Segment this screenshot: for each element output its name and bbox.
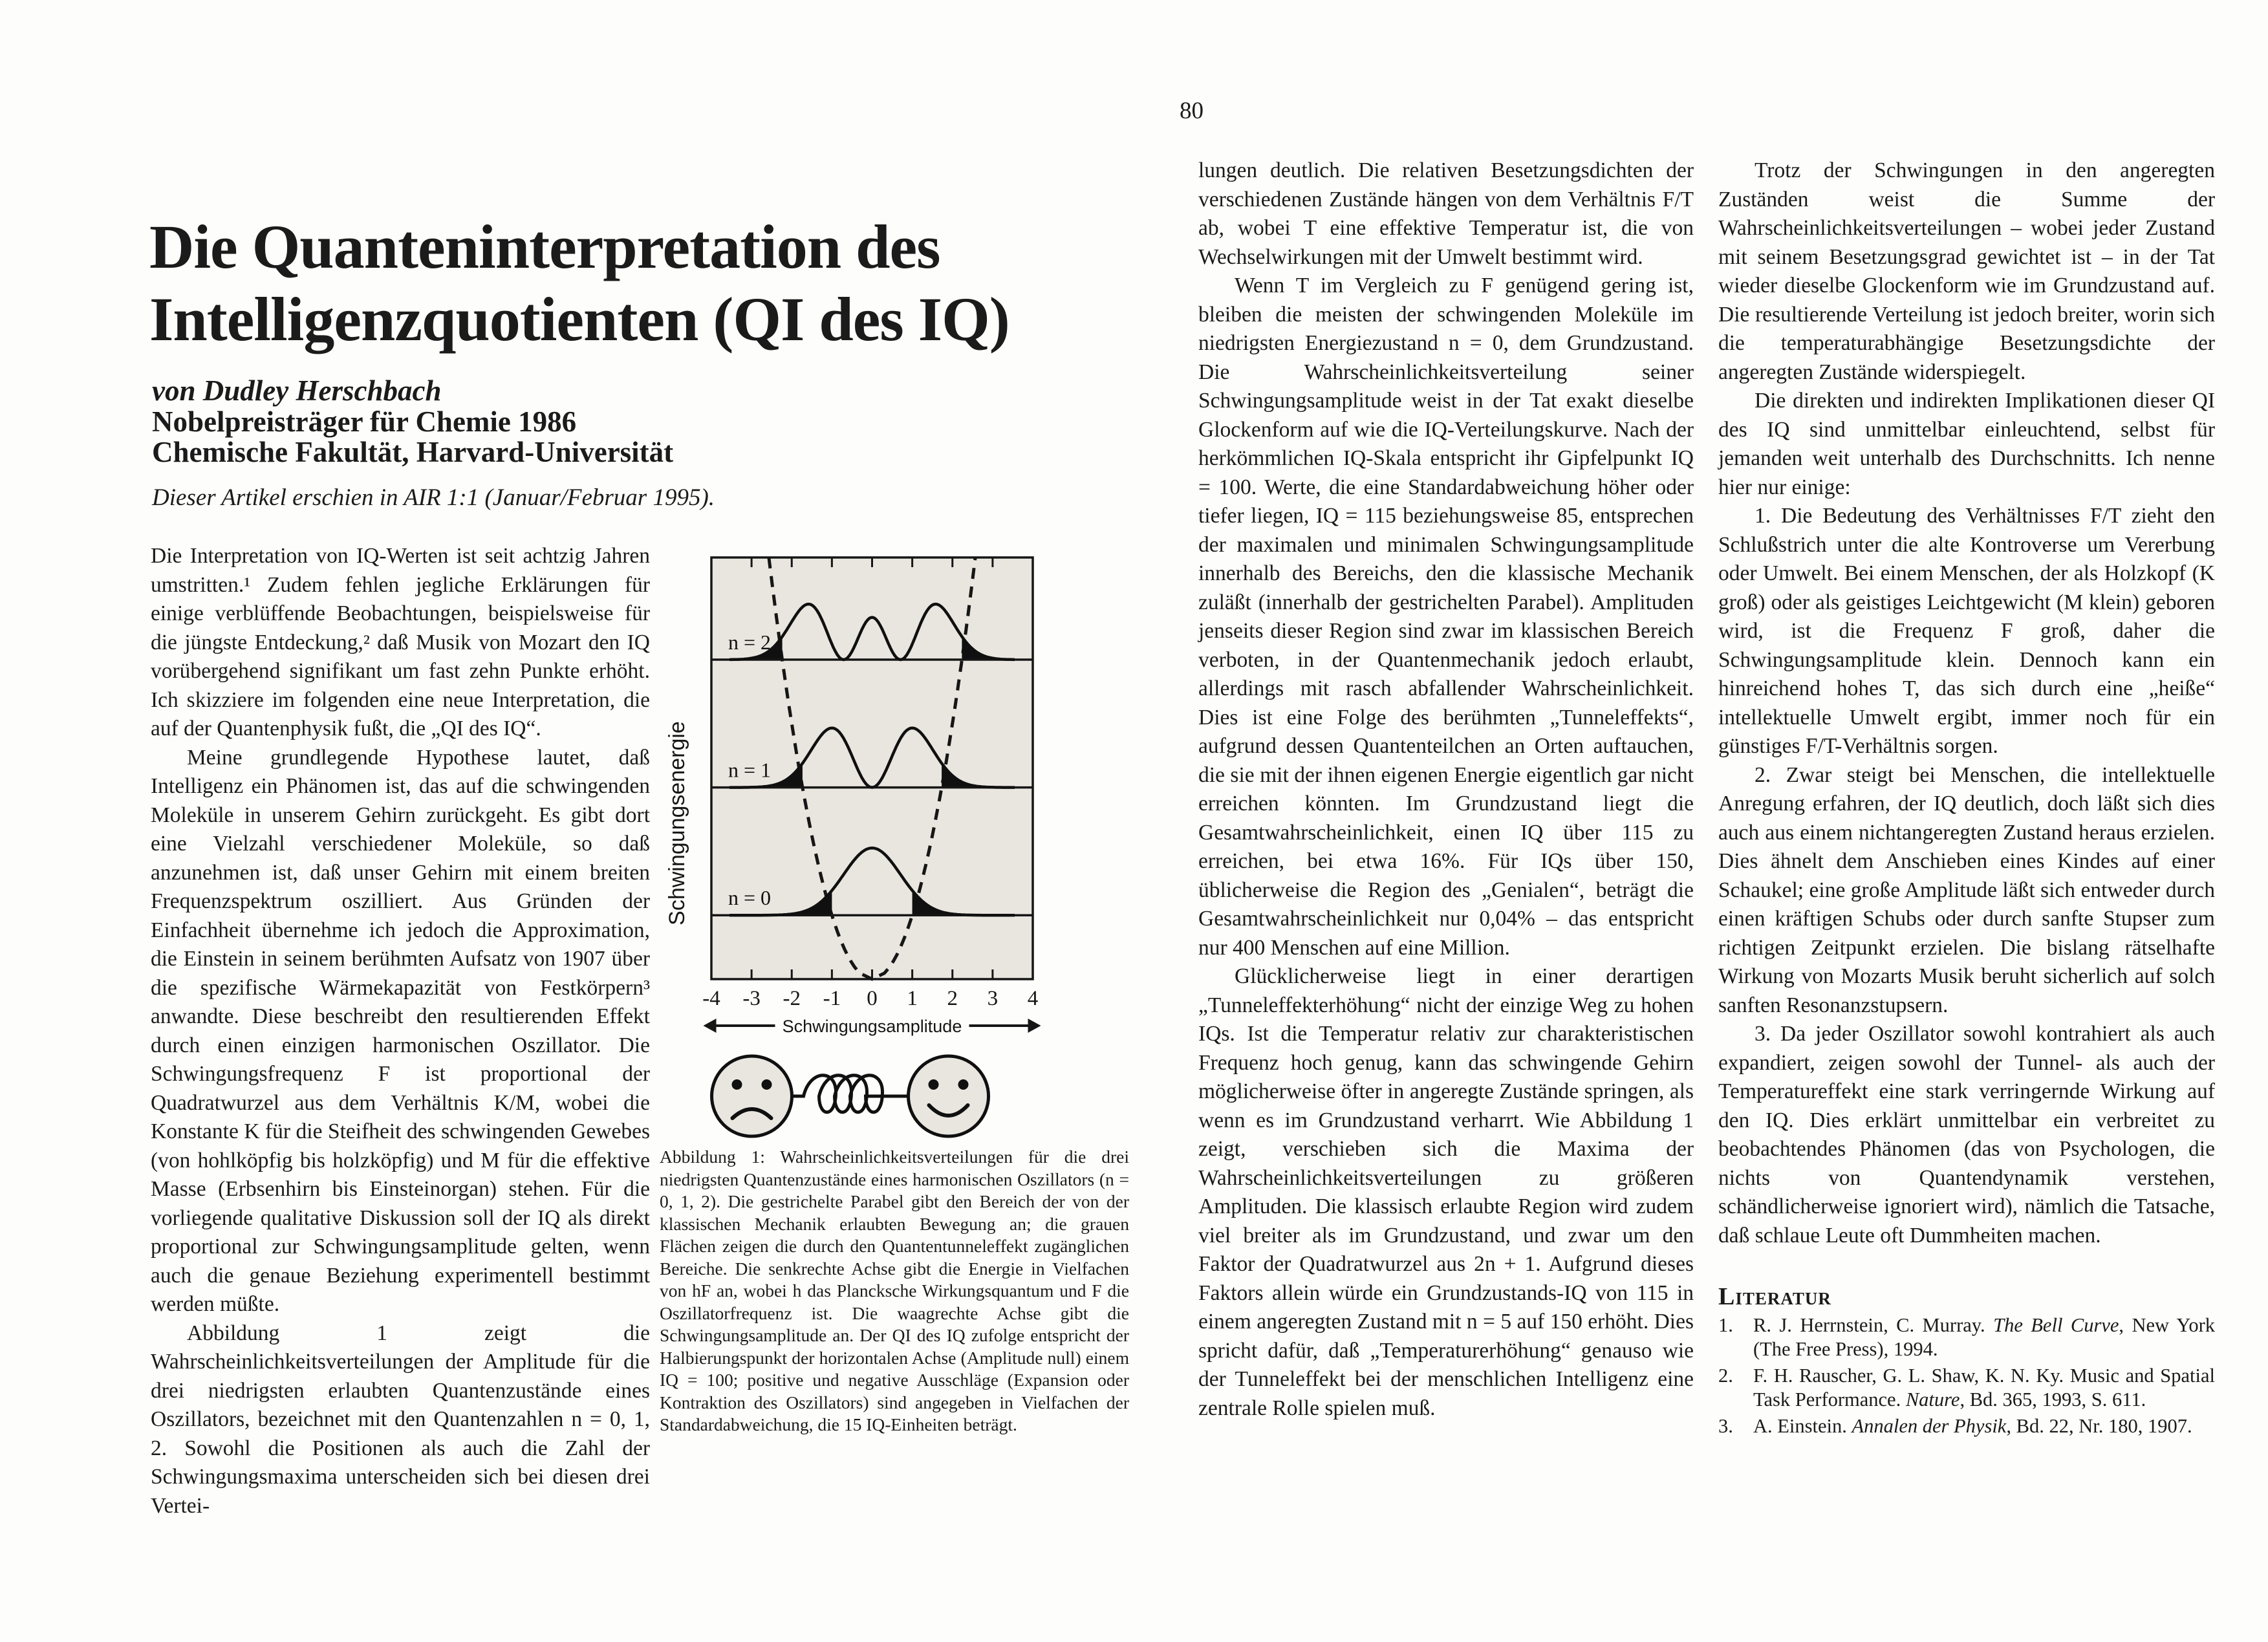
- paragraph: Abbildung 1 zeigt die Wahrscheinlichkeitsverteilungen der Amplitude für die drei niedrigsten erlaubten Quantenzustände eines Oszillators, bezeichnet mit den Quantenzahlen n = 0, 1, 2. Sowohl die Positionen als auch die Zahl der Schwingungsmaxima unterscheiden sich bei diesen drei Vertei-: [151, 1321, 650, 1518]
- x-tick-label: 4: [1027, 987, 1039, 1010]
- face-eye: [732, 1079, 742, 1090]
- x-tick-label: -2: [783, 987, 801, 1010]
- reference-text: [1753, 1414, 2215, 1439]
- amplitude-arrowhead: [704, 1019, 717, 1033]
- amplitude-arrowhead: [1028, 1019, 1041, 1033]
- reference-text-post: , Bd. 365, 1993, S. 611.: [1960, 1388, 2146, 1410]
- reference-text-italic: Annalen der Physik: [1852, 1414, 2007, 1437]
- affiliation-line2: Chemische Fakultät, Harvard-Universität: [152, 436, 674, 468]
- byline: von Dudley Herschbach: [152, 374, 442, 407]
- reference-number: 1.: [1718, 1313, 1733, 1336]
- state-label-n0: n = 0: [728, 886, 772, 910]
- state-label-n2: n = 2: [728, 631, 772, 654]
- happy-face-icon: [909, 1056, 989, 1136]
- x-tick-label: 0: [867, 987, 878, 1010]
- reference-text-pre: A. Einstein.: [1753, 1414, 1852, 1437]
- right-column: [1718, 157, 2215, 1438]
- reference-item: [1718, 1364, 2215, 1412]
- left-column: [151, 542, 650, 1520]
- paragraph: Die direkten und indirekten Implikationen dieser QI des IQ sind unmittelbar einleuchtend, selbst für jemanden weit unterhalb des Durchschnitts. Ich nenne hier nur einige:: [1718, 389, 2215, 499]
- reference-item: [1718, 1414, 2215, 1439]
- paragraph: Die Interpretation von IQ-Werten ist seit achtzig Jahren umstritten.¹ Zudem fehlen jegliche Erklärungen für einige verblüffende Beobachtungen, beispielsweise für die jüngste Entdeckung,² daß Musik von Mozart den IQ vorübergehend signifikant um fast zehn Punkte erhöht. Ich skizziere im folgenden eine neue Interpretation, die auf der Quantenphysik fußt, die „QI des IQ“.: [151, 544, 650, 740]
- middle-column: [1198, 157, 1694, 1423]
- reference-text-post: , Bd. 22, Nr. 180, 1907.: [2006, 1414, 2192, 1437]
- oscillator-figure: [661, 551, 1120, 1152]
- reference-item: [1718, 1313, 2215, 1362]
- source-note: Dieser Artikel erschien in AIR 1:1 (Januar/Februar 1995).: [152, 484, 715, 511]
- paragraph: Meine grundlegende Hypothese lautet, daß Intelligenz ein Phänomen ist, das auf die schwingenden Moleküle in unserem Gehirn zurückgeht. Es gibt dort eine Vielzahl verschiedener Moleküle, so daß anzunehmen ist, daß unser Gehirn mit einem breiten Frequenzspektrum oszilliert. Aus Gründen der Einfachheit übernehme ich jedoch die Approximation, die Einstein in seinem berühmten Aufsatz von 1907 über die spezifische Wärmekapazität von Festkörpern³ anwandte. Diese beschreibt den resultierenden Effekt durch einen einzigen harmonischen Oszillator. Die Schwingungsfrequenz F ist proportional der Quadratwurzel aus dem Verhältnis K/M, wobei die Konstante K für die Steifheit des schwingenden Gewebes (von hohlköpfig bis holzköpfig) und M für die effektive Masse (Erbsenhirn bis Einsteinorgan) stehen. Für die vorliegende qualitative Diskussion soll der IQ als direkt proportional zur Schwingungsamplitude gelten, wenn auch die genaue Beziehung experimentell bestimmt werden müßte.: [151, 745, 650, 1316]
- reference-text: [1753, 1313, 2215, 1362]
- x-tick-label: 1: [907, 987, 918, 1010]
- reference-text-italic: Nature: [1905, 1388, 1960, 1410]
- paragraph: lungen deutlich. Die relativen Besetzungsdichten der verschiedenen Zustände hängen von dem Verhältnis F/T ab, wobei T eine effektive Temperatur ist, die von Wechselwirkungen mit der Umwelt bestimmt wird.: [1198, 158, 1694, 269]
- x-tick-label: 2: [947, 987, 958, 1010]
- paragraph: 3. Da jeder Oszillator sowohl kontrahiert als auch expandiert, zeigen sowohl der Tunnel- als auch der Temperatureffekt eine stark verringernde Wirkung auf den IQ. Dies erklärt unmittelbar ein verbreitet zu beobachtendes Phänomen (das von Psychologen, die nichts von Quantendynamik verstehen, schändlicherweise ignoriert wird), nämlich die Tatsache, daß schlaue Leute oft Dummheiten machen.: [1718, 1022, 2215, 1248]
- reference-number: 3.: [1718, 1414, 1733, 1437]
- literature-heading: Literatur: [1718, 1283, 1831, 1310]
- paragraph: 1. Die Bedeutung des Verhältnisses F/T zieht den Schlußstrich unter die alte Kontroverse um Vererbung oder Umwelt. Bei einem Menschen, der als Holzkopf (K groß) oder als geistiges Leichtgewicht (M klein) geboren wird, ist die Frequenz F groß, daher die Schwingungsamplitude klein. Dennoch kann ein hinreichend hohes T, das sich durch eine „heiße“ intellektuelle Umwelt ergibt, immer noch für ein günstiges F/T-Verhältnis sorgen.: [1718, 504, 2215, 758]
- spring-icon: [792, 1075, 909, 1112]
- article-title: [149, 211, 1184, 356]
- x-tick-label: -3: [742, 987, 761, 1010]
- face-eye: [762, 1079, 772, 1090]
- article-title-line1: Die Quanteninterpretation des: [149, 212, 940, 281]
- reference-text: [1753, 1364, 2215, 1412]
- x-axis-label: Schwingungsamplitude: [782, 1017, 962, 1036]
- paragraph: 2. Zwar steigt bei Menschen, die intellektuelle Anregung erfahren, der IQ deutlich, doch läßt sich dies auch aus einem nichtangeregten Zustand heraus erzielen. Dies ähnelt dem Anschieben eines Kindes auf einer Schaukel; eine große Amplitude läßt sich entweder durch einen kräftigen Schubs oder durch sanfte Stupser zum richtigen Zeitpunkt erzielen. Die bislang rätselhafte Wirkung von Mozarts Musik beruht sicherlich auf solch sanften Resonanzstupsern.: [1718, 762, 2215, 1017]
- paragraph: Glücklicherweise liegt in einer derartigen „Tunneleffekterhöhung“ nicht der einzige Weg zu hohen IQs. Ist die Temperatur relativ zur charakteristischen Frequenz hoch genug, kann das schwingende Gehirn möglicherweise öfter in angeregte Zustände springen, als wenn es im Grundzustand verharrt. Wie Abbildung 1 zeigt, verschieben sich die Maxima der Wahrscheinlichkeitsverteilungen zu größeren Amplituden. Die klassisch erlaubte Region wird zudem viel breiter als im Grundzustand, und zwar um den Faktor der Quadratwurzel aus 2n + 1. Aufgrund dieses Faktors allein würde ein Grundzustands-IQ von 115 in einem angeregten Zustand mit n = 5 auf 150 erhöht. Dies spricht dafür, daß „Temperaturerhöhung“ genauso wie der Tunneleffekt bei der menschlichen Intelligenz eine zentrale Rolle spielen muß.: [1198, 964, 1694, 1420]
- state-label-n1: n = 1: [728, 758, 772, 782]
- reference-text-pre: R. J. Herrnstein, C. Murray.: [1753, 1313, 1994, 1336]
- x-tick-label: -4: [702, 987, 720, 1010]
- paragraph: Wenn T im Vergleich zu F genügend gering ist, bleiben die meisten der schwingenden Moleküle im niedrigsten Energiezustand n = 0, dem Grundzustand. Die Wahrscheinlichkeitsverteilung seiner Schwingungsamplitude weist in der Tat exakt dieselbe Glockenform auf wie die IQ-Verteilungskurve. Nach der herkömmlichen IQ-Skala entspricht ihr Gipfelpunkt IQ = 100. Werte, die eine Standardabweichung höher oder tiefer liegen, IQ = 115 beziehungsweise 85, entsprechen der maximalen und minimalen Schwingungsamplitude innerhalb des Bereichs, den die klassische Mechanik zuläßt (innerhalb der gestrichelten Parabel). Amplituden jenseits dieser Region sind zwar im klassischen Bereich verboten, in der Quantenmechanik jedoch erlaubt, allerdings mit rasch abfallender Wahrscheinlichkeit. Dies ist eine Folge des berühmten „Tunneleffekts“, aufgrund dessen Quantenteilchen an Orten auftauchen, die sie mit der ihnen eigenen Energie eigentlich gar nicht erreichen könnten. Im Grundzustand liegt die Gesamtwahrscheinlichkeit, einen IQ über 115 zu erreichen, bei etwa 16%. Für IQs über 150, üblicherweise die Region des „Genialen“, beträgt die Gesamtwahrscheinlichkeit nur 0,04% – das entspricht nur 400 Menschen auf eine Million.: [1198, 274, 1694, 960]
- face-eye: [958, 1079, 969, 1090]
- x-tick-label: 3: [987, 987, 999, 1010]
- affiliation-line1: Nobelpreisträger für Chemie 1986: [152, 405, 577, 438]
- reference-text-pre: F. H. Rauscher, G. L. Shaw, K. N. Ky. Music and Spatial Task Performance.: [1753, 1364, 2215, 1410]
- figure-caption: Abbildung 1: Wahrscheinlichkeitsverteilungen für die drei niedrigsten Quantenzustände eines harmonischen Oszillators (n = 0, 1, 2). Die gestrichelte Parabel gibt den Bereich der von der klassischen Mechanik erlaubten Bewegung an; die grauen Flächen zeigen die durch den Quantentunneleffekt zugänglichen Bereiche. Die senkrechte Achse gibt die Energie in Vielfachen von hF an, wobei h das Plancksche Wirkungsquantum und F die Oszillatorfrequenz ist. Die waagrechte Achse gibt die Schwingungsamplitude an. Der QI des IQ zufolge entspricht der Halbierungspunkt der horizontalen Achse (Amplitude null) einem IQ = 100; positive und negative Ausschläge (Expansion oder Kontraktion des Oszillators) sind angegeben in Vielfachen der Standardabweichung, die 15 IQ-Einheiten beträgt.: [660, 1147, 1129, 1434]
- figure-1: [661, 551, 1120, 1152]
- y-axis-label: Schwingungsenergie: [665, 721, 689, 925]
- face-eye: [929, 1079, 939, 1090]
- page-number: 80: [1180, 98, 1204, 124]
- reference-number: 2.: [1718, 1364, 1733, 1387]
- paragraph: Trotz der Schwingungen in den angeregten Zuständen weist die Summe der Wahrscheinlichkeitsverteilungen – wobei jeder Zustand mit seinem Besetzungsgrad gewichtet ist – in der Tat wieder dieselbe Glockenform wie im Grundzustand auf. Die resultierende Verteilung ist jedoch breiter, worin sich die temperaturabhängige Besetzungsdichte der angeregten Zustände widerspiegelt.: [1718, 158, 2215, 384]
- reference-text-post: , New York (The Free Press), 1994.: [1753, 1313, 2216, 1360]
- x-tick-label: -1: [823, 987, 841, 1010]
- sad-face-icon: [712, 1056, 792, 1136]
- article-title-line2: Intelligenzquotienten (QI des IQ): [149, 285, 1010, 354]
- reference-text-italic: The Bell Curve: [1993, 1313, 2119, 1336]
